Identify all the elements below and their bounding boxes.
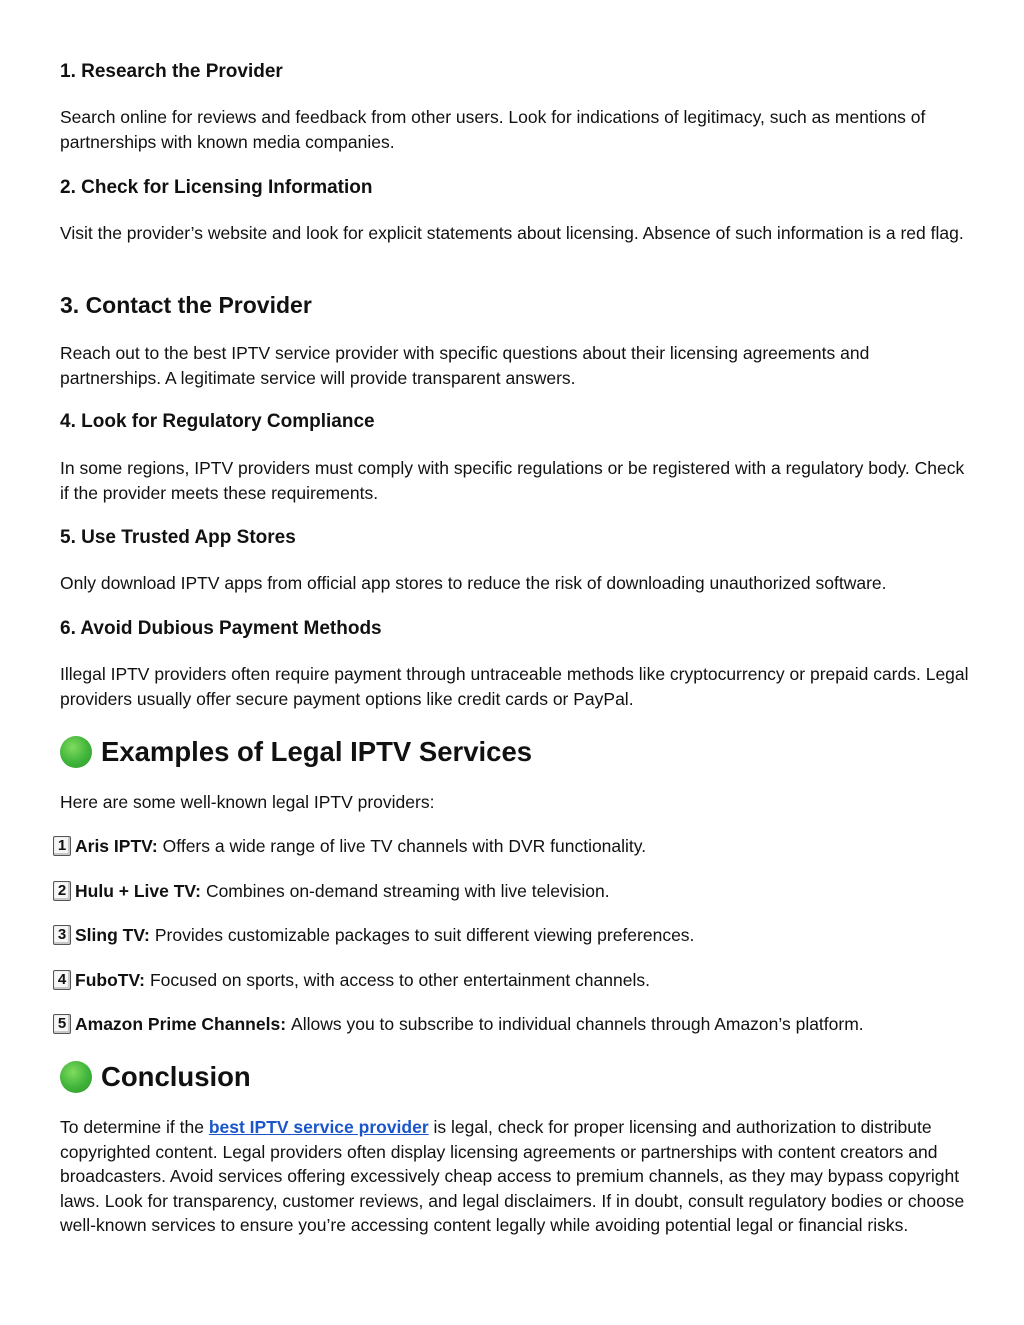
section-heading-contact: 3. Contact the Provider (60, 292, 312, 318)
list-item (53, 968, 650, 992)
provider-name: FuboTV: (75, 970, 145, 990)
examples-heading (60, 735, 970, 769)
list-item (53, 879, 610, 903)
list-item (53, 834, 646, 858)
section-heading-licensing: 2. Check for Licensing Information (60, 177, 373, 198)
section-body-payment: Illegal IPTV providers often require payment through untraceable methods like cryptocurrency or prepaid cards. Legal providers usually offer secure payment options like credit cards or PayPal. (60, 664, 969, 709)
provider-name: Amazon Prime Channels: (75, 1014, 287, 1034)
section-body-licensing: Visit the provider’s website and look for explicit statements about licensing. Absence of such information is a red flag. (60, 223, 964, 243)
provider-name: Aris IPTV: (75, 836, 158, 856)
provider-desc: Focused on sports, with access to other entertainment channels. (149, 970, 650, 990)
section-heading-research: 1. Research the Provider (60, 61, 283, 82)
keycap-number-icon: 3 (53, 925, 71, 945)
examples-heading-text: Examples of Legal IPTV Services (101, 736, 533, 767)
green-circle-icon (60, 1061, 92, 1093)
conclusion-heading-text: Conclusion (101, 1061, 251, 1092)
conclusion-heading (60, 1060, 970, 1094)
keycap-number-icon: 5 (53, 1014, 71, 1034)
green-circle-icon (60, 736, 92, 768)
provider-name: Hulu + Live TV: (75, 881, 201, 901)
conclusion-text-after: is legal, check for proper licensing and authorization to distribute copyrighted content. Legal providers often display licensing agreements or partnerships with content creators and broadcasters. Avoid services offering excessively cheap access to premium channels, as they may bypass copyright laws. Look for transparency, customer reviews, and legal disclaimers. If in doubt, consult regulatory bodies or choose well-known services to ensure you’re accessing content legally while avoiding potential legal or financial risks. (60, 1117, 965, 1235)
provider-name: Sling TV: (75, 925, 150, 945)
section-body-regulatory: In some regions, IPTV providers must comply with specific regulations or be registered with a regulatory body. Check if the provider meets these requirements. (60, 458, 965, 503)
provider-desc: Allows you to subscribe to individual channels through Amazon’s platform. (291, 1014, 864, 1034)
keycap-number-icon: 4 (53, 970, 71, 990)
keycap-number-icon: 2 (53, 881, 71, 901)
section-body-research: Search online for reviews and feedback from other users. Look for indications of legitimacy, such as mentions of partnerships with known media companies. (60, 107, 926, 152)
section-heading-regulatory: 4. Look for Regulatory Compliance (60, 411, 375, 432)
provider-desc: Provides customizable packages to suit different viewing preferences. (154, 925, 695, 945)
keycap-number-icon: 1 (53, 836, 71, 856)
best-iptv-provider-link[interactable]: best IPTV service provider (208, 1117, 429, 1137)
section-body-app-stores: Only download IPTV apps from official app stores to reduce the risk of downloading unauthorized software. (60, 573, 887, 593)
provider-desc: Combines on-demand streaming with live television. (205, 881, 610, 901)
examples-intro: Here are some well-known legal IPTV providers: (60, 792, 435, 812)
section-body-contact: Reach out to the best IPTV service provider with specific questions about their licensing agreements and partnerships. A legitimate service will provide transparent answers. (60, 343, 870, 388)
section-heading-payment: 6. Avoid Dubious Payment Methods (60, 618, 382, 639)
provider-desc: Offers a wide range of live TV channels with DVR functionality. (162, 836, 647, 856)
list-item (53, 1012, 864, 1036)
section-heading-app-stores: 5. Use Trusted App Stores (60, 527, 296, 548)
conclusion-body (60, 1115, 975, 1238)
list-item (53, 923, 694, 947)
conclusion-text-before: To determine if the (60, 1117, 209, 1137)
